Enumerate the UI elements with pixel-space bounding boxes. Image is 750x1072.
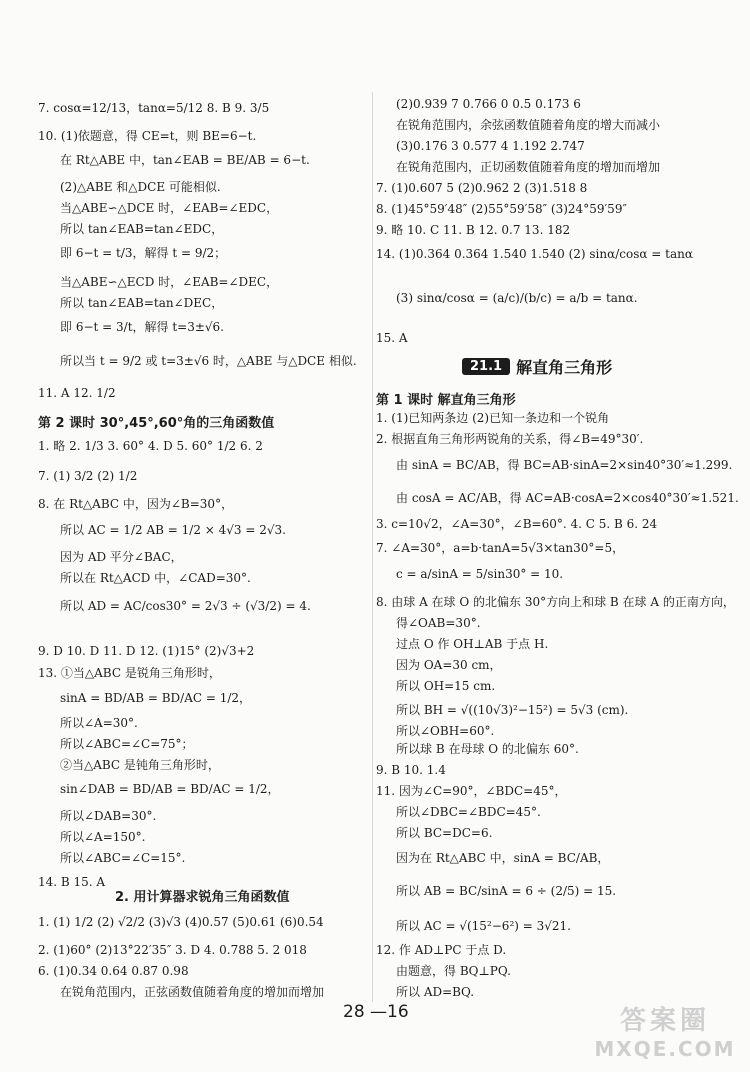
left-line-9: 所以 tan∠EAB=tan∠DEC，: [60, 296, 224, 310]
left-line-17: 所以 AC = 1/2 AB = 1/2 × 4√3 = 2√3.: [60, 523, 286, 537]
right-line-25: 所以∠OBH=60°.: [396, 724, 495, 738]
right-line-35: 由题意，得 BQ⊥PQ.: [396, 964, 511, 978]
subsection-heading-lesson2: 第 2 课时 30°,45°,60°角的三角函数值: [38, 416, 275, 431]
right-line-31: 因为在 Rt△ABC 中，sinA = BC/AB，: [396, 851, 610, 865]
right-line-7: 9. 略 10. C 11. B 12. 0.7 13. 182: [376, 223, 571, 237]
left-line-16: 8. 在 Rt△ABC 中，因为∠B=30°，: [38, 497, 234, 511]
right-line-19: 8. 由球 A 在球 O 的北偏东 30°方向上和球 B 在球 A 的正南方向，: [376, 595, 735, 609]
right-line-20: 得∠OAB=30°.: [396, 616, 481, 630]
section-header: [462, 355, 612, 377]
right-line-27: 9. B 10. 1.4: [376, 763, 446, 777]
left-line-28: 所以∠DAB=30°.: [60, 809, 157, 823]
right-line-24: 所以 BH = √((10√3)²−15²) = 5√3 (cm).: [396, 703, 629, 717]
left-line-27: sin∠DAB = BD/AB = BD/AC = 1/2，: [60, 782, 280, 796]
left-line-30: 所以∠ABC=∠C=15°.: [60, 851, 186, 865]
left-line-22: 13. ①当△ABC 是锐角三角形时，: [38, 666, 221, 680]
right-line-26: 所以球 B 在母球 O 的北偏东 60°.: [396, 742, 579, 756]
left-line-5: 当△ABE∽△DCE 时，∠EAB=∠EDC，: [60, 201, 279, 215]
right-line-8: 14. (1)0.364 0.364 1.540 1.540 (2) sinα/cosα = tanα: [376, 247, 693, 261]
right-line-28: 11. 因为∠C=90°，∠BDC=45°，: [376, 784, 567, 798]
right-line-12: 1. (1)已知两条边 (2)已知一条边和一个锐角: [376, 411, 610, 425]
right-line-2: 在锐角范围内，余弦函数值随着角度的增大而减小: [396, 118, 661, 132]
left-line-35: 6. (1)0.34 0.64 0.87 0.98: [38, 964, 189, 978]
right-line-14: 由 sinA = BC/AB，得 BC=AB·sinA=2×sin40°30′≈1.299.: [396, 458, 733, 472]
right-line-18: c = a/sinA = 5/sin30° = 10.: [396, 567, 564, 581]
right-line-34: 12. 作 AD⊥PC 于点 D.: [376, 943, 507, 957]
right-line-13: 2. 根据直角三角形两锐角的关系，得∠B=49°30′.: [376, 432, 644, 446]
left-line-19: 所以在 Rt△ACD 中，∠CAD=30°.: [60, 571, 251, 585]
left-line-31: 14. B 15. A: [38, 875, 106, 889]
right-line-9: (3) sinα/cosα = (a/c)/(b/c) = a/b = tanα.: [396, 291, 638, 305]
left-line-7: 即 6−t = t/3，解得 t = 9/2；: [60, 246, 227, 260]
left-line-24: 所以∠A=30°.: [60, 716, 138, 730]
right-line-29: 所以∠DBC=∠BDC=45°.: [396, 805, 541, 819]
right-line-5: 7. (1)0.607 5 (2)0.962 2 (3)1.518 8: [376, 181, 588, 195]
column-divider: [372, 92, 373, 1002]
right-line-32: 所以 AB = BC/sinA = 6 ÷ (2/5) = 15.: [396, 884, 617, 898]
watermark-bottom-text: MXQE.COM: [594, 1037, 736, 1061]
right-line-36: 所以 AD=BQ.: [396, 985, 475, 999]
left-line-34: 2. (1)60° (2)13°22′35″ 3. D 4. 0.788 5. 2 018: [38, 943, 307, 957]
watermark-top-text: 答案圈: [619, 1006, 710, 1036]
left-line-15: 7. (1) 3/2 (2) 1/2: [38, 469, 138, 483]
left-line-3: 在 Rt△ABE 中，tan∠EAB = BE/AB = 6−t.: [60, 153, 310, 167]
left-line-12: 11. A 12. 1/2: [38, 386, 116, 400]
left-line-20: 所以 AD = AC/cos30° = 2√3 ÷ (√3/2) = 4.: [60, 599, 311, 613]
right-line-21: 过点 O 作 OH⊥AB 于点 H.: [396, 637, 549, 651]
right-line-33: 所以 AC = √(15²−6²) = 3√21.: [396, 919, 571, 933]
left-line-10: 即 6−t = 3/t，解得 t=3±√6.: [60, 320, 224, 334]
watermark-logo: [590, 1000, 740, 1066]
left-line-1: 7. cosα=12/13，tanα=5/12 8. B 9. 3/5: [38, 101, 270, 115]
right-line-23: 所以 OH=15 cm.: [396, 679, 496, 693]
left-line-18: 因为 AD 平分∠BAC，: [60, 550, 183, 564]
right-line-30: 所以 BC=DC=6.: [396, 826, 493, 840]
right-line-10: 15. A: [376, 331, 408, 345]
right-line-4: 在锐角范围内，正切函数值随着角度的增加而增加: [396, 160, 661, 174]
left-line-33: 1. (1) 1/2 (2) √2/2 (3)√3 (4)0.57 (5)0.61 (6)0.54: [38, 915, 324, 929]
left-line-26: ②当△ABC 是钝角三角形时，: [60, 758, 220, 772]
left-line-23: sinA = BD/AB = BD/AC = 1/2，: [60, 691, 252, 705]
page-number: 28 —16: [343, 1002, 409, 1022]
right-line-3: (3)0.176 3 0.577 4 1.192 2.747: [396, 139, 585, 153]
left-line-25: 所以∠ABC=∠C=75°；: [60, 737, 194, 751]
subsection-heading-calculator: 2. 用计算器求锐角三角函数值: [115, 890, 290, 905]
left-line-8: 当△ABE∽△ECD 时，∠EAB=∠DEC，: [60, 275, 279, 289]
subsection-heading-lesson1: 第 1 课时 解直角三角形: [376, 393, 516, 408]
right-line-6: 8. (1)45°59′48″ (2)55°59′58″ (3)24°59′59″: [376, 202, 627, 216]
left-line-14: 1. 略 2. 1/3 3. 60° 4. D 5. 60° 1/2 6. 2: [38, 439, 263, 453]
left-line-11: 所以当 t = 9/2 或 t=3±√6 时，△ABE 与△DCE 相似.: [60, 354, 357, 368]
right-line-17: 7. ∠A=30°，a=b·tanA=5√3×tan30°=5，: [376, 541, 625, 555]
right-line-15: 由 cosA = AC/AB，得 AC=AB·cosA=2×cos40°30′≈1.521.: [396, 491, 739, 505]
right-line-1: (2)0.939 7 0.766 0 0.5 0.173 6: [396, 97, 581, 111]
section-title: 解直角三角形: [516, 357, 613, 377]
right-line-16: 3. c=10√2，∠A=30°，∠B=60°. 4. C 5. B 6. 24: [376, 517, 658, 531]
left-line-21: 9. D 10. D 11. D 12. (1)15° (2)√3+2: [38, 644, 255, 658]
left-line-4: (2)△ABE 和△DCE 可能相似.: [60, 180, 221, 194]
right-line-22: 因为 OA=30 cm，: [396, 658, 502, 672]
left-line-2: 10. (1)依题意，得 CE=t，则 BE=6−t.: [38, 129, 257, 143]
left-line-6: 所以 tan∠EAB=tan∠EDC，: [60, 222, 224, 236]
left-line-29: 所以∠A=150°.: [60, 830, 146, 844]
section-number: 21.1: [462, 358, 510, 375]
left-line-36: 在锐角范围内，正弦函数值随着角度的增加而增加: [60, 985, 325, 999]
